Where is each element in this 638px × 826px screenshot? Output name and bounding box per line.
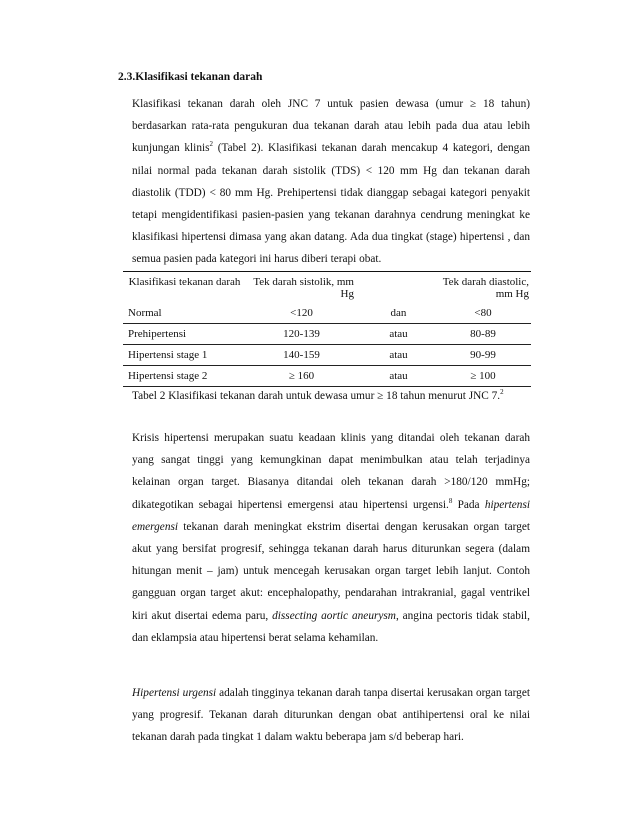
urgensi-text: adalah tingginya tekanan darah tanpa disertai kerusakan organ target yang progresif. Tekanan darah diturunkan dengan obat antihipertensi oral ke nilai tekanan darah pada tingkat 1 dalam waktu beberapa jam s/d beberap hari. xyxy=(132,687,530,744)
urgensi-paragraph xyxy=(132,682,530,749)
citation-ref: 2 xyxy=(209,140,214,149)
term-dissecting-aneurysm: dissecting aortic aneurysm xyxy=(272,609,396,622)
cell-konjungsi: dan xyxy=(390,307,407,319)
header-diastolik: Tek darah diastolic, mm Hg xyxy=(442,276,529,300)
classification-table xyxy=(123,271,531,387)
cell-sistolik: ≥ 160 xyxy=(288,370,315,382)
intro-paragraph xyxy=(132,93,530,271)
cell-diastolik: <80 xyxy=(474,307,492,319)
krisis-text-4: , angina pectoris tidak stabil, dan eklampsia atau hipertensi berat selama kehamilan. xyxy=(132,609,530,644)
krisis-text-1: Krisis hipertensi merupakan suatu keadaan klinis yang ditandai oleh tekanan darah yang sangat tinggi yang kemungkinan dapat menimbulkan atau telah terjadinya kelainan organ target. Biasanya ditandai oleh tekanan darah >180/120 mmHg; dikategotikan sebagai hipertensi emergensi atau hipertensi urgensi. xyxy=(132,432,530,511)
table-header-row xyxy=(123,272,531,303)
caption-text: Tabel 2 Klasifikasi tekanan darah untuk dewasa umur ≥ 18 tahun menurut JNC 7. xyxy=(132,390,501,402)
krisis-text-3: tekanan darah meningkat ekstrim disertai dengan kerusakan organ target akut yang bersifat progresif, sehingga tekanan darah harus diturunkan segera (dalam hitungan menit – jam) untuk mencegah kerusakan organ target lebih lanjut. Contoh gangguan organ target akut: encephalopathy, pendarahan intrakranial, gagal ventrikel kiri akut disertai edema paru, xyxy=(132,520,530,622)
cell-klasifikasi: Hipertensi stage 2 xyxy=(128,370,208,382)
table-row xyxy=(123,366,531,387)
cell-klasifikasi: Prehipertensi xyxy=(128,328,187,340)
header-klasifikasi: Klasifikasi tekanan darah xyxy=(128,276,241,288)
krisis-paragraph xyxy=(132,427,530,649)
section-heading: 2.3.Klasifikasi tekanan darah xyxy=(118,71,263,83)
term-hipertensi-urgensi: Hipertensi urgensi xyxy=(132,687,217,699)
table-row xyxy=(123,324,531,345)
table-caption xyxy=(132,390,504,402)
header-sistolik: Tek darah sistolik, mm Hg xyxy=(253,276,354,300)
cell-klasifikasi: Hipertensi stage 1 xyxy=(128,349,208,361)
cell-diastolik: ≥ 100 xyxy=(470,370,496,382)
cell-konjungsi: atau xyxy=(389,349,408,361)
krisis-text-2: Pada xyxy=(452,498,485,511)
citation-ref: 8 xyxy=(448,496,453,505)
cell-sistolik: 120-139 xyxy=(283,328,320,340)
cell-diastolik: 80-89 xyxy=(470,328,496,340)
cell-klasifikasi: Normal xyxy=(128,307,162,319)
cell-konjungsi: atau xyxy=(389,370,408,382)
cell-sistolik: 140-159 xyxy=(283,349,320,361)
cell-diastolik: 90-99 xyxy=(470,349,496,361)
intro-text-2: (Tabel 2). Klasifikasi tekanan darah mencakup 4 kategori, dengan nilai normal pada tekanan darah sistolik (TDS) < 120 mm Hg dan tekanan darah diastolik (TDD) < 80 mm Hg. Prehipertensi tidak dianggap sebagai kategori penyakit tetapi mengidentifikasi pasien-pasien yang tekanan darahnya cendrung meningkat ke klasifikasi hipertensi dimasa yang akan datang. Ada dua tingkat (stage) hipertensi , dan semua pasien pada kategori ini harus diberi terapi obat. xyxy=(132,142,530,266)
cell-sistolik: <120 xyxy=(290,307,313,319)
term-hipertensi-emergensi: hipertensi emergensi xyxy=(132,498,530,533)
cell-konjungsi: atau xyxy=(389,328,408,340)
caption-citation-ref: 2 xyxy=(500,388,504,397)
intro-text-1: Klasifikasi tekanan darah oleh JNC 7 untuk pasien dewasa (umur ≥ 18 tahun) berdasarkan rata-rata pengukuran dua tekanan darah atau lebih pada dua atau lebih kunjungan klinis xyxy=(132,98,530,155)
table-row xyxy=(123,345,531,366)
table-row xyxy=(123,303,531,324)
